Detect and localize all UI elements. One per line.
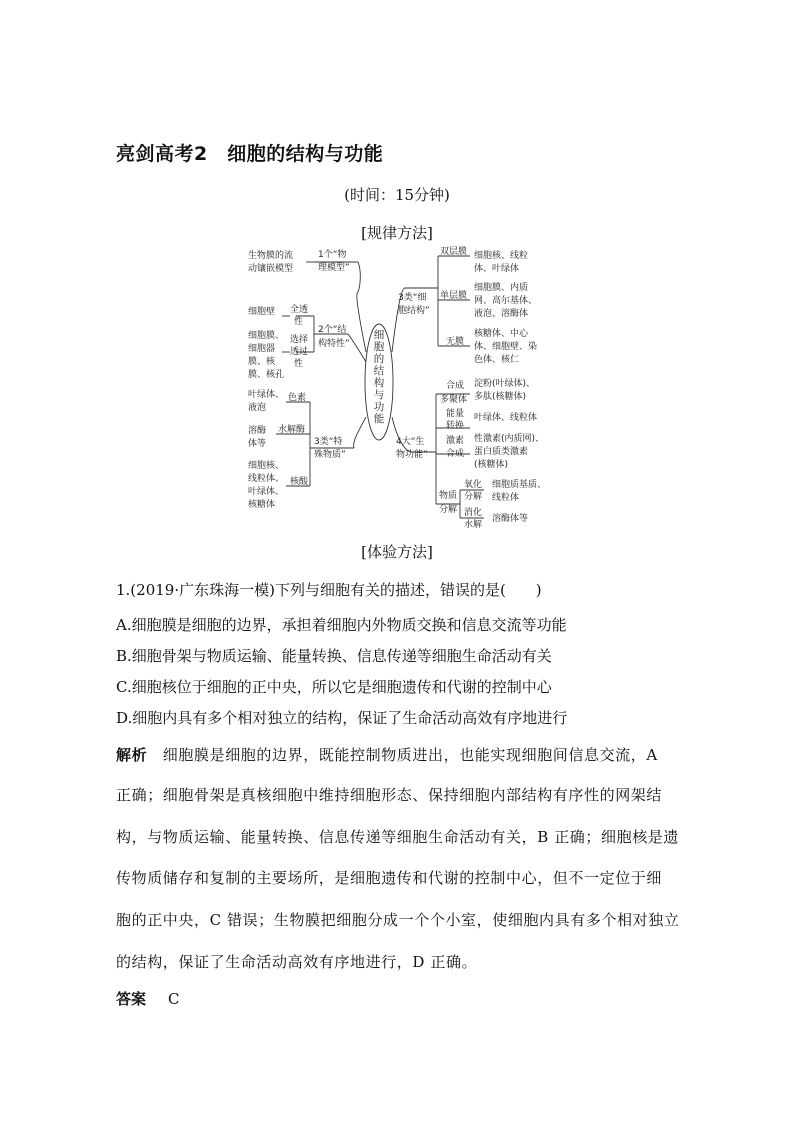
- branch-pigment: 色素: [288, 393, 307, 403]
- svg-text:的: 的: [373, 353, 385, 365]
- svg-text:细: 细: [373, 329, 385, 341]
- analysis-label: 解析: [116, 746, 148, 764]
- svg-text:生物膜的流: 生物膜的流: [248, 251, 294, 261]
- svg-text:细胞膜、内质: 细胞膜、内质: [474, 283, 529, 293]
- svg-text:3类“细: 3类“细: [398, 293, 427, 303]
- svg-text:多聚体: 多聚体: [440, 395, 468, 405]
- question-stem: 1.(2019·广东珠海一模)下列与细胞有关的描述，错误的是( ): [116, 581, 542, 599]
- leaf-nucleic: [248, 459, 284, 510]
- leaf-hydrolase: [248, 424, 266, 449]
- svg-text:透过: 透过: [290, 347, 309, 357]
- branch-hydrolase: 水解酶: [278, 425, 306, 435]
- analysis-line-1: 解析 细胞膜是细胞的边界，既能控制物质进出，也能实现细胞间信息交流，A: [116, 746, 658, 764]
- leaf-no-membrane: [474, 327, 537, 365]
- svg-text:色体、核仁: 色体、核仁: [474, 355, 520, 365]
- svg-text:合成: 合成: [446, 381, 465, 391]
- leaf-cellwall: 细胞壁: [248, 307, 276, 317]
- svg-text:液泡: 液泡: [248, 403, 267, 413]
- svg-text:细胞核、: 细胞核、: [248, 461, 285, 471]
- svg-text:淀粉(叶绿体)、: 淀粉(叶绿体)、: [474, 379, 536, 389]
- branch-full-perm: [290, 303, 308, 327]
- svg-text:分解: 分解: [439, 505, 458, 515]
- branch-decomp: [439, 489, 457, 515]
- option-c: C.细胞核位于细胞的正中央，所以它是细胞遗传和代谢的控制中心: [116, 678, 552, 696]
- branch-double: 双层膜: [440, 247, 468, 257]
- leaf-energy: 叶绿体、线粒体: [474, 413, 538, 423]
- svg-text:全透: 全透: [290, 305, 309, 315]
- answer-value: C: [168, 990, 180, 1008]
- svg-text:物质: 物质: [439, 491, 458, 501]
- svg-text:细胞膜、: 细胞膜、: [248, 331, 285, 341]
- svg-text:溶酶: 溶酶: [248, 426, 267, 436]
- node-struct-char: [318, 323, 350, 349]
- svg-text:核糖体: 核糖体: [248, 500, 276, 510]
- branch-sel-perm: [290, 333, 308, 369]
- svg-text:能量: 能量: [446, 409, 465, 419]
- leaf-pigment: [248, 388, 284, 413]
- svg-text:线粒体: 线粒体: [492, 493, 520, 503]
- svg-text:殊物质”: 殊物质”: [314, 450, 346, 460]
- page-title: 亮剑高考2 细胞的结构与功能: [116, 143, 384, 165]
- svg-text:蛋白质类激素: 蛋白质类激素: [474, 447, 529, 457]
- analysis-line-3: 构，与物质运输、能量转换、信息传递等细胞生命活动有关，B 正确；细胞核是遗: [116, 828, 679, 846]
- svg-text:构特性”: 构特性”: [318, 339, 350, 349]
- svg-text:2个“结: 2个“结: [318, 325, 347, 335]
- leaf-hormone: [474, 432, 544, 470]
- svg-text:构: 构: [373, 377, 385, 389]
- section-rules-heading: [规律方法]: [361, 224, 433, 242]
- option-a: A.细胞膜是细胞的边界，承担着细胞内外物质交换和信息交流等功能: [116, 616, 567, 634]
- leaf-single: [474, 281, 537, 319]
- svg-text:体、叶绿体: 体、叶绿体: [474, 264, 520, 274]
- svg-text:膜、核: 膜、核: [248, 357, 276, 367]
- svg-text:与: 与: [373, 389, 385, 401]
- analysis-line-4: 传物质储存和复制的主要场所，是细胞遗传和代谢的控制中心，但不一定位于细: [116, 869, 663, 887]
- svg-text:选择: 选择: [290, 335, 309, 345]
- svg-text:3类“特: 3类“特: [314, 437, 343, 447]
- svg-text:液泡、溶酶体: 液泡、溶酶体: [474, 309, 529, 319]
- analysis-line-6: 的结构，保证了生命活动高效有序地进行，D 正确。: [116, 953, 478, 971]
- option-d: D.细胞内具有多个相对独立的结构，保证了生命活动高效有序地进行: [116, 709, 568, 727]
- svg-text:物功能”: 物功能”: [396, 450, 428, 460]
- svg-text:动镶嵌模型: 动镶嵌模型: [248, 264, 294, 274]
- node-function: [396, 435, 428, 460]
- svg-text:转换: 转换: [446, 421, 465, 431]
- branch-hormone: [446, 434, 464, 459]
- mindmap-diagram: [230, 242, 570, 532]
- svg-text:结: 结: [373, 365, 385, 377]
- svg-text:消化: 消化: [464, 508, 483, 518]
- svg-text:4大“生: 4大“生: [396, 437, 425, 447]
- svg-text:1个“物: 1个“物: [318, 250, 347, 260]
- svg-text:功: 功: [373, 401, 385, 413]
- svg-text:能: 能: [373, 413, 385, 425]
- section-practice-heading: [体验方法]: [361, 543, 433, 561]
- svg-text:线粒体、: 线粒体、: [248, 474, 285, 484]
- svg-text:细胞核、线粒: 细胞核、线粒: [474, 251, 529, 261]
- answer-line: [116, 988, 180, 1009]
- branch-no-membrane: 无膜: [446, 337, 465, 347]
- svg-text:水解: 水解: [464, 520, 483, 530]
- svg-text:网、高尔基体、: 网、高尔基体、: [474, 296, 538, 306]
- svg-text:胞: 胞: [373, 341, 385, 353]
- svg-text:分解: 分解: [464, 492, 483, 502]
- option-b: B.细胞骨架与物质运输、能量转换、信息传递等细胞生命活动有关: [116, 647, 552, 665]
- node-special: [314, 435, 346, 460]
- svg-text:合成: 合成: [446, 449, 465, 459]
- time-note: (时间：15分钟): [344, 186, 450, 204]
- branch-synthesis: [440, 379, 467, 405]
- svg-text:性激素(内质网)、: 性激素(内质网)、: [474, 434, 545, 444]
- svg-text:胞结构”: 胞结构”: [398, 306, 430, 316]
- svg-text:(核糖体): (核糖体): [474, 460, 509, 470]
- leaf-oxidation: [492, 478, 546, 503]
- svg-text:激素: 激素: [446, 436, 465, 446]
- node-cell-struct: [398, 291, 430, 316]
- svg-text:体、细胞壁、染: 体、细胞壁、染: [474, 342, 538, 352]
- svg-text:细胞器: 细胞器: [248, 344, 276, 354]
- branch-nucleic: 核酸: [290, 477, 309, 487]
- svg-text:性: 性: [294, 317, 304, 327]
- svg-text:性: 性: [294, 359, 304, 369]
- answer-label: 答案: [116, 990, 147, 1008]
- analysis-line-2: 正确；细胞骨架是真核细胞中维持细胞形态、保持细胞内部结构有序性的网架结: [116, 786, 663, 804]
- mindmap-center-text: [374, 329, 385, 425]
- svg-text:体等: 体等: [248, 439, 267, 449]
- svg-text:叶绿体、: 叶绿体、: [248, 487, 285, 497]
- branch-single: 单层膜: [440, 291, 468, 301]
- leaf-membranes: [248, 329, 284, 380]
- svg-text:叶绿体、: 叶绿体、: [248, 390, 285, 400]
- svg-text:膜、核孔: 膜、核孔: [248, 370, 285, 380]
- leaf-synthesis: [474, 377, 535, 402]
- branch-energy: [446, 407, 464, 431]
- svg-text:理模型”: 理模型”: [318, 263, 350, 273]
- leaf-double: [474, 249, 528, 274]
- leaf-digestion: 溶酶体等: [492, 514, 529, 524]
- svg-text:核糖体、中心: 核糖体、中心: [474, 329, 529, 339]
- leaf-phys-model: [248, 249, 293, 274]
- link-center-phys: [357, 292, 366, 352]
- svg-text:氧化: 氧化: [464, 480, 483, 490]
- analysis-line-5: 胞的正中央，C 错误；生物膜把细胞分成一个个小室，使细胞内具有多个相对独立: [116, 911, 680, 929]
- svg-text:细胞质基质、: 细胞质基质、: [492, 480, 547, 490]
- node-phys-model: [318, 248, 350, 273]
- link-center-special: [354, 417, 366, 448]
- svg-text:多肽(核糖体): 多肽(核糖体): [474, 392, 527, 402]
